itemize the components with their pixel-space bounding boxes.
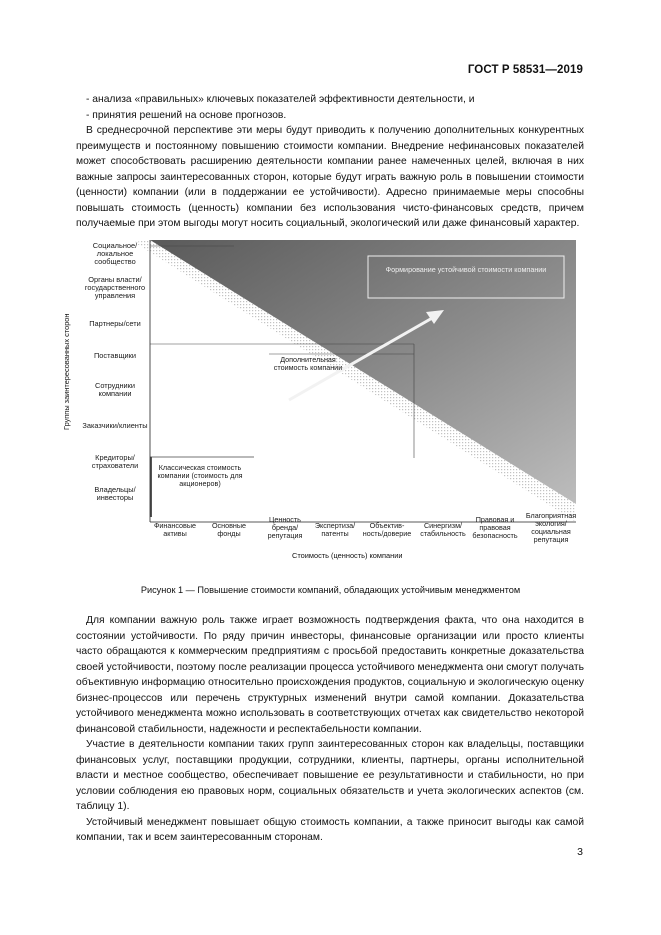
body-paragraph-1: Для компании важную роль также играет возможность подтверждения факта, что она находится в состоянии устойчивости. По ряду причин инвесторы, финансовые организации или просто клиенты часто обращаются к коммерческим предприятиям с просьбой предоставить конкретные доказательства своей устойчивости, поэтому после реализации процесса устойчивого менеджмента они смогут получать объективную информацию относительно происхождения продуктов, социальную и экологическую оценку бизнес-процессов или перечень структурных изменений внутри самой компании. Доказательства устойчивого менеджмента можно использовать в соответствующих отчетах как свидетельство некоторой финансовой стабильности, надежности и респектабельности компании.: [76, 615, 584, 735]
page-number: 3: [577, 846, 583, 858]
figure-caption: Рисунок 1 — Повышение стоимости компаний, обладающих устойчивым менеджментом: [140, 585, 521, 595]
body-block: [76, 613, 584, 846]
intro-paragraph: В среднесрочной перспективе эти меры будут приводить к получению дополнительных конкурентных преимуществ и постоянному повышению стоимости компании. Внедрение нефинансовых показателей может способствовать расширению деятельности компании ранее намеченных целей, включая в них важные запросы заинтересованных сторон, которые будут играть важную роль в повышении стоимости (ценности) компании (или в поддержании ее устойчивости). Адресно принимаемые меры способны повышать стоимость (ценность) компании без использования чисто-финансовых средств, причем получаемые при этом выгоды могут носить социальный, экологический или даже финансовый характер.: [76, 125, 584, 229]
y-label-creditors: Кредиторы/ страхователи: [91, 453, 139, 471]
y-label-customers: Заказчики/клиенты: [82, 421, 148, 430]
x-label-expertise: Экспертиза/ патенты: [314, 521, 356, 538]
y-label-owners: Владельцы/ инвесторы: [94, 485, 136, 503]
x-label-brand: Ценность бренда/ репутация: [267, 515, 303, 540]
y-label-community: Социальное/ локальное сообщество: [92, 241, 138, 267]
bullet-2: - принятия решений на основе прогнозов.: [86, 109, 287, 121]
x-label-synergy: Синергизм/ стабильность: [420, 521, 466, 538]
x-label-fixed-assets: Основные фонды: [211, 521, 247, 538]
x-label-ecology: Благоприятная экология/ социальная репутация: [525, 511, 577, 544]
y-label-partners: Партнеры/сети: [89, 319, 141, 328]
classic-value-label: Классическая стоимость компании (стоимость для акционеров): [157, 463, 243, 488]
intro-block: [76, 92, 584, 232]
x-label-legal: Правовая и правовая безопасность: [472, 515, 518, 540]
figure-sustainable-value: [54, 232, 594, 572]
x-axis-title: Стоимость (ценность) компании: [292, 551, 403, 560]
body-paragraph-2: Участие в деятельности компании таких групп заинтересованных сторон как владельцы, поставщики финансовых услуг, поставщики продукции, сотрудники, клиенты, партнеры, органы исполнительной власти и местное сообщество, обеспечивает повышение ее результативности и стабильности, но при условии соблюдения ею правовых норм, социальных обязательств и учета экологических аспектов (см. таблицу 1).: [76, 739, 584, 812]
additional-value-label: Дополнительная стоимость компании: [273, 355, 343, 372]
x-label-objectivity: Объектив-ность/доверие: [362, 521, 412, 538]
y-label-government: Органы власти/ государственного управления: [84, 275, 146, 301]
y-label-employees: Сотрудники компании: [94, 381, 136, 399]
y-axis-title: Группы заинтересованных сторон: [62, 313, 71, 430]
body-paragraph-3: Устойчивый менеджмент повышает общую стоимость компании, а также приносит выгоды как самой компании, так и всем заинтересованным сторонам.: [76, 816, 584, 843]
y-label-suppliers: Поставщики: [93, 351, 137, 360]
bullet-1: - анализа «правильных» ключевых показателей эффективности деятельности, и: [86, 94, 475, 105]
x-label-financial-assets: Финансовые активы: [153, 521, 197, 538]
document-standard-header: ГОСТ Р 58531—2019: [467, 64, 583, 76]
sustainable-value-label: Формирование устойчивой стоимости компании: [385, 265, 547, 274]
